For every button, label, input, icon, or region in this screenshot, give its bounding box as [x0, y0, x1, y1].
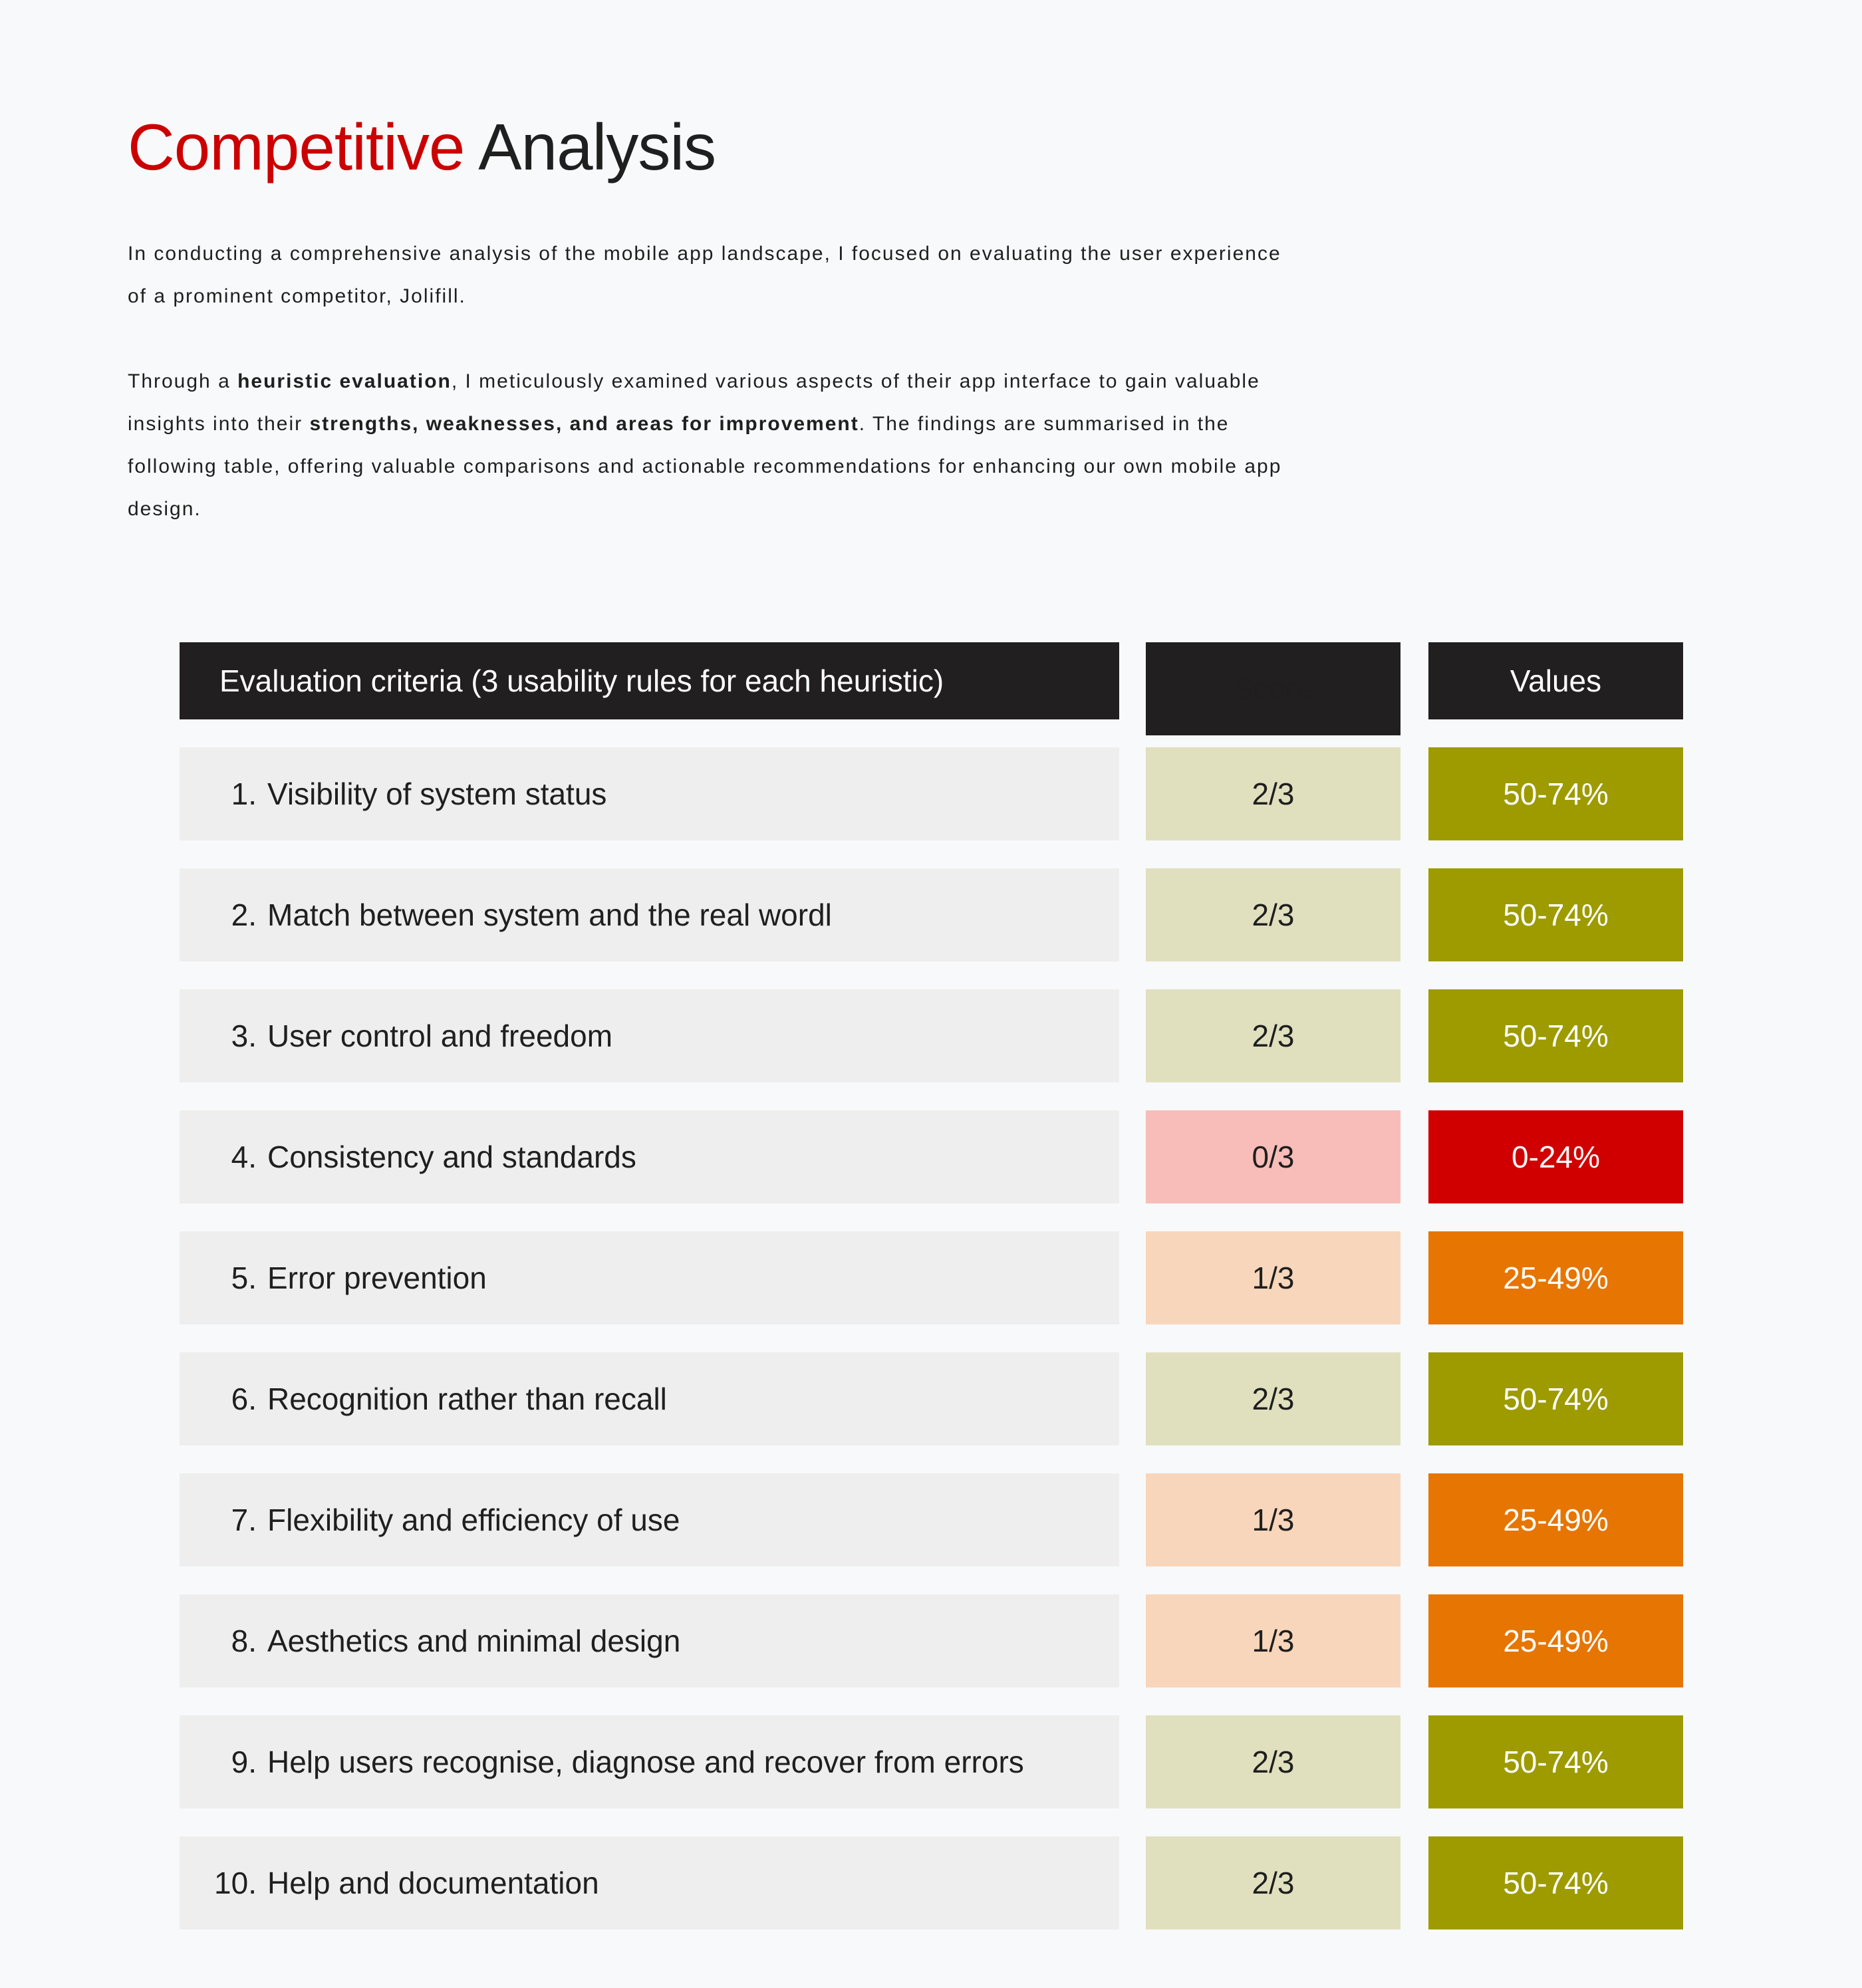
criteria-label: Recognition rather than recall: [267, 1382, 667, 1416]
intro-p2-after: . The findings are summarised in the following table, offering valuable comparisons and actionable recommendations for enhancing our own mobile app design.: [128, 413, 1282, 520]
criteria-cell: [180, 989, 1119, 1082]
score-cell: 1/3: [1146, 1594, 1400, 1687]
score-cell: 2/3: [1146, 747, 1400, 840]
score-cell: 1/3: [1146, 1231, 1400, 1324]
criteria-number: 6.: [231, 1382, 257, 1416]
value-cell: 0-24%: [1428, 1110, 1683, 1203]
intro-paragraph-2: [128, 360, 1298, 531]
title-accent: Competitive: [128, 110, 465, 184]
criteria-cell: [180, 1231, 1119, 1324]
criteria-label: Help and documentation: [267, 1866, 599, 1900]
criteria-number: 1.: [231, 777, 257, 811]
header-criteria: Evaluation criteria (3 usability rules for each heuristic): [180, 642, 1119, 719]
header-score: Score: [1146, 642, 1400, 735]
value-cell: 25-49%: [1428, 1231, 1683, 1324]
score-cell: 2/3: [1146, 1836, 1400, 1929]
score-cell: 2/3: [1146, 989, 1400, 1082]
criteria-label: Aesthetics and minimal design: [267, 1624, 681, 1658]
criteria-cell: [180, 1715, 1119, 1808]
criteria-number: 9.: [231, 1745, 257, 1779]
criteria-number: 2.: [231, 898, 257, 932]
header-values: Values: [1428, 642, 1683, 719]
criteria-label: User control and freedom: [267, 1019, 613, 1053]
criteria-label: Error prevention: [267, 1261, 487, 1295]
value-cell: 25-49%: [1428, 1594, 1683, 1687]
score-cell: 2/3: [1146, 1715, 1400, 1808]
criteria-cell: [180, 1594, 1119, 1687]
value-cell: 50-74%: [1428, 1352, 1683, 1445]
criteria-cell: [180, 1473, 1119, 1566]
criteria-cell: [180, 1110, 1119, 1203]
intro-text: [128, 233, 1298, 531]
intro-p2-bold-strengths: strengths, weaknesses, and areas for improvement: [309, 413, 859, 435]
criteria-cell: [180, 1352, 1119, 1445]
value-cell: 50-74%: [1428, 1715, 1683, 1808]
value-cell: 25-49%: [1428, 1473, 1683, 1566]
score-cell: 2/3: [1146, 868, 1400, 961]
score-cell: 2/3: [1146, 1352, 1400, 1445]
criteria-number: 3.: [231, 1019, 257, 1053]
criteria-number: 5.: [231, 1261, 257, 1295]
value-cell: 50-74%: [1428, 1836, 1683, 1929]
intro-p2-before: Through a: [128, 370, 238, 392]
criteria-cell: [180, 1836, 1119, 1929]
title-rest: Analysis: [478, 110, 716, 184]
intro-paragraph-1: In conducting a comprehensive analysis of the mobile app landscape, I focused on evaluating the user experience of a prominent competitor, Jolifill.: [128, 243, 1281, 307]
score-cell: 1/3: [1146, 1473, 1400, 1566]
criteria-number: 8.: [231, 1624, 257, 1658]
criteria-label: Help users recognise, diagnose and recover from errors: [267, 1745, 1024, 1779]
value-cell: 50-74%: [1428, 989, 1683, 1082]
page-title: [128, 106, 716, 187]
value-cell: 50-74%: [1428, 747, 1683, 840]
intro-p2-mid: , I meticulously examined various aspects of their app interface to gain valuable insights into their: [128, 370, 1260, 435]
criteria-label: Flexibility and efficiency of use: [267, 1503, 680, 1537]
score-cell: 0/3: [1146, 1110, 1400, 1203]
criteria-label: Consistency and standards: [267, 1140, 636, 1174]
intro-p2-bold-heuristic: heuristic evaluation: [237, 370, 452, 392]
value-cell: 50-74%: [1428, 868, 1683, 961]
criteria-label: Match between system and the real wordl: [267, 898, 832, 932]
criteria-label: Visibility of system status: [267, 777, 607, 811]
criteria-number: 7.: [231, 1503, 257, 1537]
criteria-number: 10.: [214, 1866, 257, 1900]
criteria-number: 4.: [231, 1140, 257, 1174]
criteria-cell: [180, 747, 1119, 840]
criteria-cell: [180, 868, 1119, 961]
